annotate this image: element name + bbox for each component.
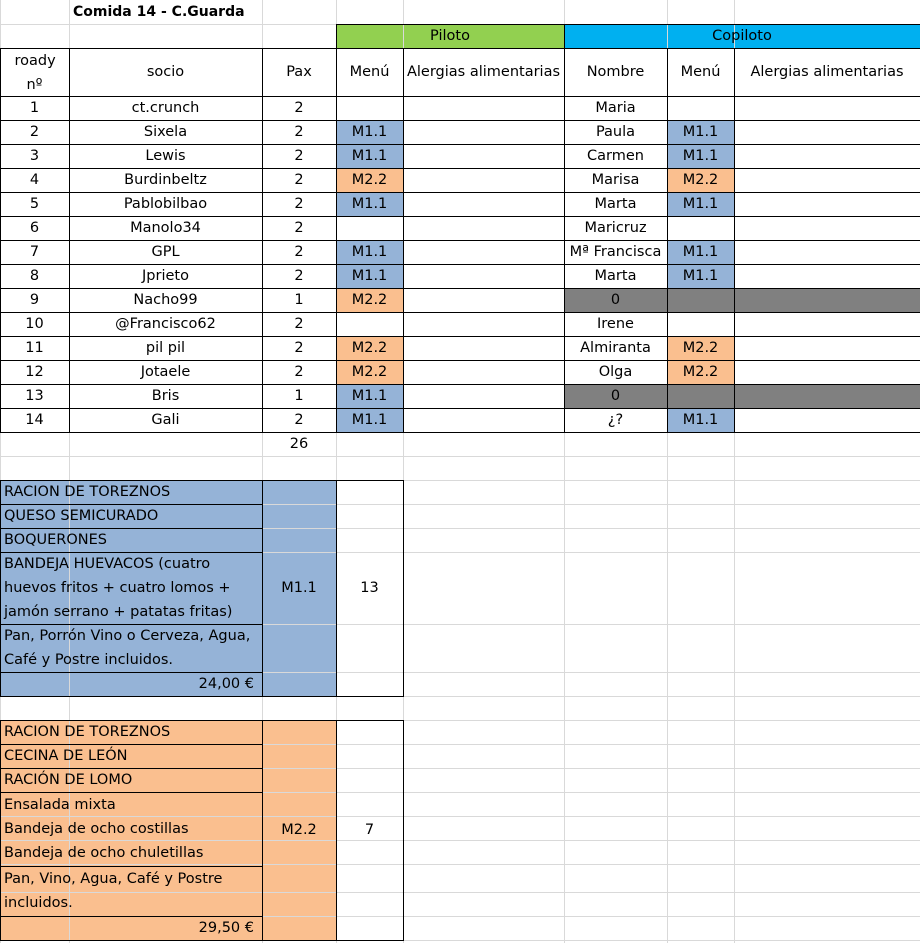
row-nombre-copiloto[interactable]: Olga: [598, 364, 633, 380]
row-socio[interactable]: Nacho99: [133, 292, 198, 308]
row-pax[interactable]: 2: [294, 340, 304, 356]
row-pax[interactable]: 2: [294, 412, 304, 428]
menu1-item-text: BOQUERONES: [4, 532, 107, 548]
menu1-item[interactable]: [0, 504, 262, 528]
row-nombre-copiloto[interactable]: 0: [610, 388, 621, 404]
row-socio[interactable]: Jotaele: [140, 364, 191, 380]
row-number[interactable]: 3: [29, 148, 40, 164]
header-pax[interactable]: Pax: [286, 64, 312, 80]
row-pax[interactable]: 2: [294, 100, 304, 116]
row-menu-copiloto[interactable]: M1.1: [682, 268, 719, 284]
row-menu-copiloto[interactable]: [667, 288, 734, 312]
row-menu-copiloto[interactable]: M1.1: [682, 124, 719, 140]
menu1-item[interactable]: [0, 480, 262, 504]
row-pax[interactable]: 2: [294, 124, 304, 140]
row-menu-copiloto[interactable]: [667, 384, 734, 408]
row-menu-copiloto[interactable]: M1.1: [682, 196, 719, 212]
row-menu-copiloto[interactable]: [667, 96, 734, 120]
row-menu-copiloto[interactable]: M2.2: [682, 172, 719, 188]
menu2-item-text: RACION DE TOREZNOS: [4, 724, 171, 740]
group-copiloto[interactable]: Copiloto: [712, 28, 772, 44]
menu2-item-text: Pan, Vino, Agua, Café y Postre incluidos.: [4, 871, 223, 911]
row-menu-copiloto[interactable]: M2.2: [682, 340, 719, 356]
row-menu-piloto[interactable]: [336, 96, 403, 120]
row-socio[interactable]: Lewis: [145, 148, 186, 164]
header-menu-piloto[interactable]: Menú: [349, 64, 390, 80]
row-menu-copiloto[interactable]: M1.1: [682, 148, 719, 164]
header-roady[interactable]: [0, 48, 69, 96]
menu1-item-text: Pan, Porrón Vino o Cerveza, Agua, Café y Postre incluidos.: [4, 628, 251, 668]
total-pax[interactable]: 26: [289, 436, 309, 452]
row-pax[interactable]: 2: [294, 364, 304, 380]
menu1-count[interactable]: 13: [360, 580, 379, 596]
row-menu-piloto[interactable]: M1.1: [351, 244, 388, 260]
row-nombre-copiloto[interactable]: Marta: [594, 196, 637, 212]
menu2-item[interactable]: [0, 792, 262, 866]
header-alergias-piloto[interactable]: Alergias alimentarias: [406, 64, 561, 80]
row-pax[interactable]: 2: [294, 220, 304, 236]
row-menu-piloto[interactable]: M2.2: [351, 364, 388, 380]
menu1-item-text: RACION DE TOREZNOS: [4, 484, 171, 500]
header-socio[interactable]: socio: [146, 64, 185, 80]
menu1-item[interactable]: [0, 528, 262, 552]
row-menu-piloto[interactable]: M1.1: [351, 148, 388, 164]
row-number[interactable]: 10: [25, 316, 44, 332]
menu2-item-text: Bandeja de ocho costillas: [4, 821, 189, 837]
menu2-item[interactable]: [0, 866, 262, 916]
row-pax[interactable]: 2: [294, 244, 304, 260]
menu1-item-text: QUESO SEMICURADO: [4, 508, 159, 524]
row-socio[interactable]: Burdinbeltz: [124, 172, 207, 188]
row-menu-copiloto[interactable]: M1.1: [682, 412, 719, 428]
row-menu-piloto[interactable]: M1.1: [351, 388, 388, 404]
row-pax[interactable]: 2: [294, 268, 304, 284]
row-pax[interactable]: 1: [294, 292, 304, 308]
row-nombre-copiloto[interactable]: Maria: [595, 100, 636, 116]
row-socio[interactable]: Sixela: [143, 124, 188, 140]
row-number[interactable]: 5: [29, 196, 40, 212]
row-nombre-copiloto[interactable]: 0: [610, 292, 621, 308]
row-number[interactable]: 4: [29, 172, 40, 188]
row-socio[interactable]: GPL: [151, 244, 180, 260]
row-number[interactable]: 8: [29, 268, 40, 284]
row-socio[interactable]: Jprieto: [142, 268, 189, 284]
menu2-price[interactable]: 29,50 €: [198, 920, 254, 936]
menu2-count[interactable]: 7: [364, 822, 375, 838]
row-pax[interactable]: 1: [294, 388, 304, 404]
row-number[interactable]: 6: [29, 220, 40, 236]
row-number[interactable]: 12: [25, 364, 44, 380]
sheet-title[interactable]: Comida 14 - C.Guarda: [73, 4, 245, 20]
row-pax[interactable]: 2: [294, 148, 304, 164]
row-menu-piloto[interactable]: [336, 312, 403, 336]
menu2-item-text: CECINA DE LEÓN: [4, 748, 128, 764]
row-nombre-copiloto[interactable]: Paula: [595, 124, 636, 140]
row-number[interactable]: 14: [25, 412, 44, 428]
menu1-item-text: BANDEJA HUEVACOS (cuatro huevos fritos + cuatro lomos + jamón serrano + patatas fritas): [4, 556, 233, 620]
row-menu-piloto[interactable]: M2.2: [351, 340, 388, 356]
row-socio[interactable]: Gali: [151, 412, 180, 428]
row-nombre-copiloto[interactable]: Carmen: [587, 148, 644, 164]
row-number[interactable]: 7: [29, 244, 40, 260]
header-alergias-copiloto[interactable]: Alergias alimentarias: [750, 64, 904, 80]
menu2-item-text: Bandeja de ocho chuletillas: [4, 845, 204, 861]
row-socio[interactable]: pil pil: [145, 340, 186, 356]
row-menu-piloto[interactable]: M1.1: [351, 412, 388, 428]
header-nombre[interactable]: Nombre: [586, 64, 645, 80]
menu1-item[interactable]: [0, 624, 262, 672]
row-menu-piloto[interactable]: M1.1: [351, 124, 388, 140]
menu2-item-text: RACIÓN DE LOMO: [4, 772, 133, 788]
row-menu-piloto[interactable]: M1.1: [351, 268, 388, 284]
row-socio[interactable]: Manolo34: [130, 220, 201, 236]
row-menu-piloto[interactable]: M2.2: [351, 292, 388, 308]
row-number[interactable]: 13: [25, 388, 44, 404]
row-pax[interactable]: 2: [294, 316, 304, 332]
row-menu-piloto[interactable]: M2.2: [351, 172, 388, 188]
row-menu-copiloto[interactable]: [667, 216, 734, 240]
menu2-code[interactable]: M2.2: [281, 822, 317, 838]
row-pax[interactable]: 2: [294, 172, 304, 188]
menu2-item[interactable]: [0, 744, 262, 768]
row-nombre-copiloto[interactable]: Marta: [594, 268, 637, 284]
row-menu-piloto[interactable]: [336, 216, 403, 240]
row-pax[interactable]: 2: [294, 196, 304, 212]
menu2-item-text: Ensalada mixta: [4, 797, 116, 813]
menu1-item[interactable]: [0, 552, 262, 624]
menu1-price[interactable]: 24,00 €: [198, 676, 254, 692]
menu2-item[interactable]: [0, 768, 262, 792]
row-number[interactable]: 11: [25, 340, 44, 356]
row-menu-copiloto[interactable]: M1.1: [682, 244, 719, 260]
row-nombre-copiloto[interactable]: ¿?: [607, 412, 624, 428]
row-socio[interactable]: ct.crunch: [131, 100, 200, 116]
row-number[interactable]: 9: [29, 292, 40, 308]
row-nombre-copiloto[interactable]: Maricruz: [584, 220, 647, 236]
row-menu-copiloto[interactable]: M2.2: [682, 364, 719, 380]
row-number[interactable]: 1: [29, 100, 40, 116]
row-socio[interactable]: Bris: [151, 388, 180, 404]
header-menu-copiloto[interactable]: Menú: [680, 64, 721, 80]
group-piloto[interactable]: Piloto: [430, 28, 470, 44]
row-nombre-copiloto[interactable]: Almiranta: [580, 340, 651, 356]
row-menu-copiloto[interactable]: [667, 312, 734, 336]
row-nombre-copiloto[interactable]: Mª Francisca: [569, 244, 662, 260]
row-socio[interactable]: Pablobilbao: [123, 196, 208, 212]
row-menu-piloto[interactable]: M1.1: [351, 196, 388, 212]
menu1-code[interactable]: M1.1: [281, 580, 317, 596]
header-roady-text: roady nº: [14, 52, 56, 93]
row-nombre-copiloto[interactable]: Irene: [597, 316, 634, 332]
row-nombre-copiloto[interactable]: Marisa: [591, 172, 640, 188]
menu2-item[interactable]: [0, 720, 262, 744]
row-number[interactable]: 2: [29, 124, 40, 140]
row-socio[interactable]: @Francisco62: [115, 316, 216, 332]
